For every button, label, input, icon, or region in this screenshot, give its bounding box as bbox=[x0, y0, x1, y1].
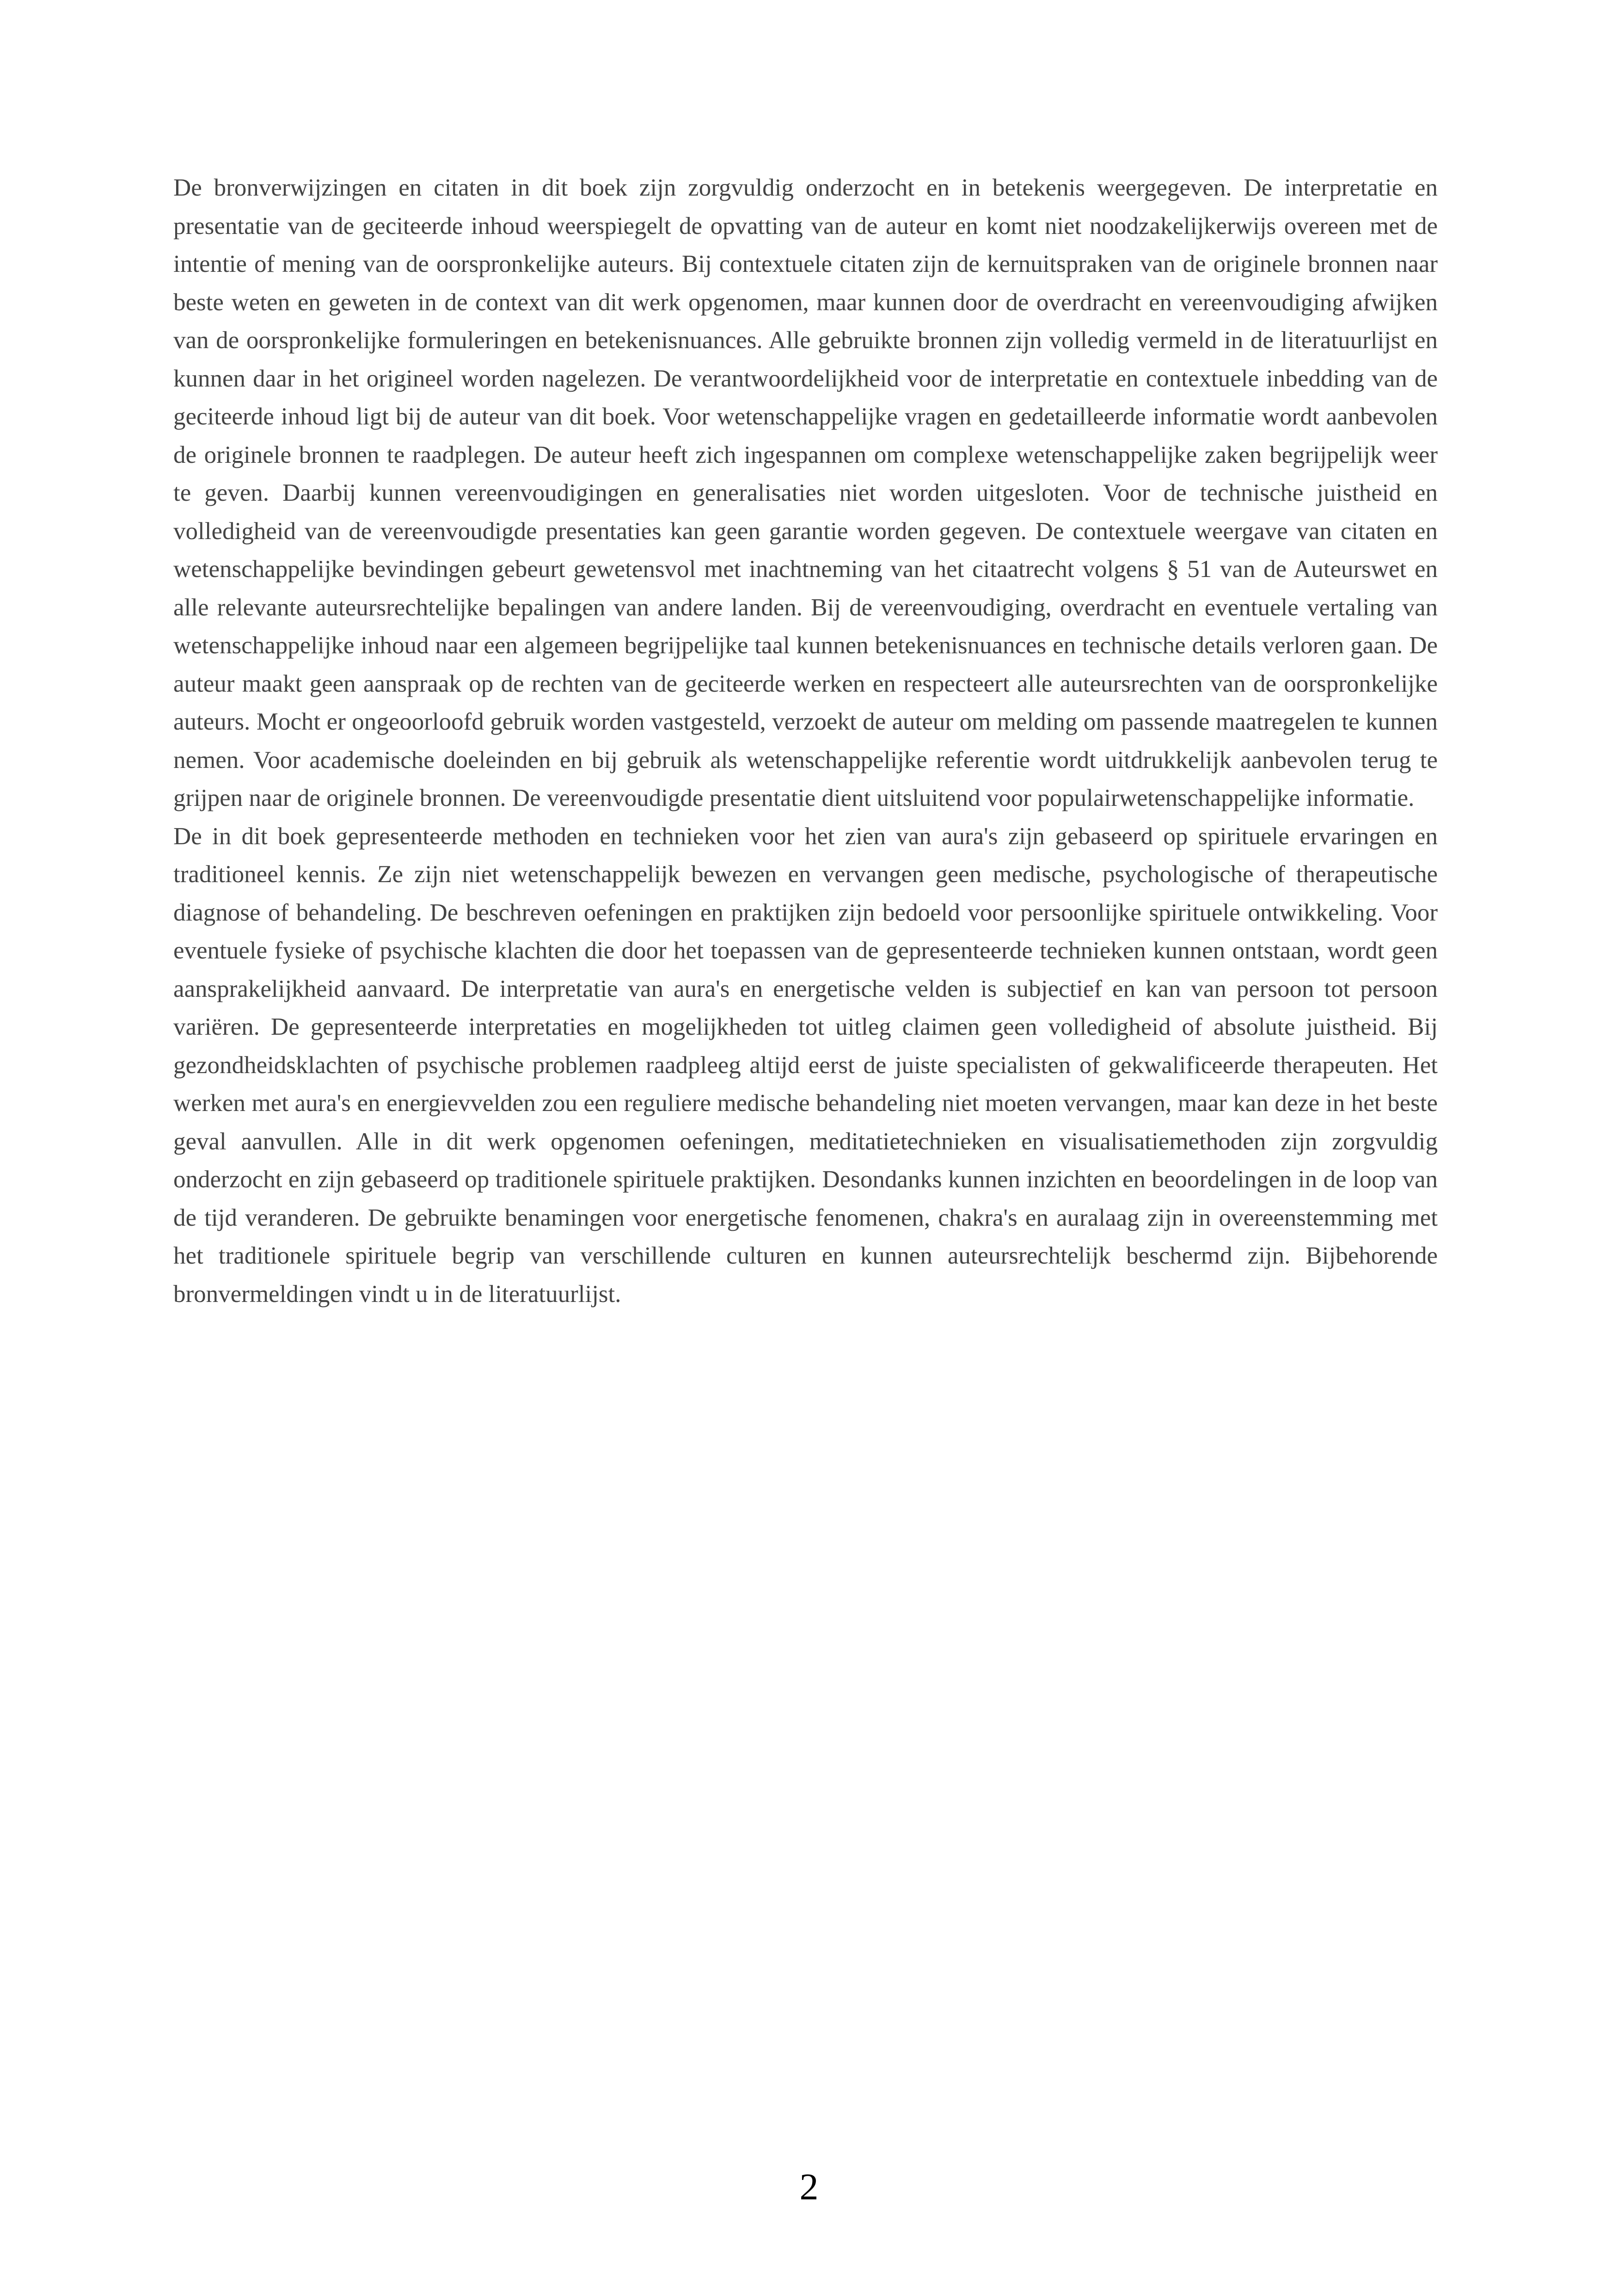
paragraph-disclaimer-methods: De in dit boek gepresenteerde methoden en technieken voor het zien van aura's zijn gebaseerd op spirituele ervaringen en traditioneel kennis. Ze zijn niet wetenschappelijk bewezen en vervangen geen medische, psychologische of therapeutische diagnose of behandeling. De beschreven oefeningen en praktijken zijn bedoeld voor persoonlijke spirituele ontwikkeling. Voor eventuele fysieke of psychische klachten die door het toepassen van de gepresenteerde technieken kunnen ontstaan, wordt geen aansprakelijkheid aanvaard. De interpretatie van aura's en energetische velden is subjectief en kan van persoon tot persoon variëren. De gepresenteerde interpretaties en mogelijkheden tot uitleg claimen geen volledigheid of absolute juistheid. Bij gezondheidsklachten of psychische problemen raadpleeg altijd eerst de juiste specialisten of gekwalificeerde therapeuten. Het werken met aura's en energievvelden zou een reguliere medische behandeling niet moeten vervangen, maar kan deze in het beste geval aanvullen. Alle in dit werk opgenomen oefeningen, meditatietechnieken en visualisatiemethoden zijn zorgvuldig onderzocht en zijn gebaseerd op traditionele spirituele praktijken. Desondanks kunnen inzichten en beoordelingen in de loop van de tijd veranderen. De gebruikte benamingen voor energetische fenomenen, chakra's en auralaag zijn in overeenstemming met het traditionele spirituele begrip van verschillende culturen en kunnen auteursrechtelijk beschermd zijn. Bijbehorende bronvermeldingen vindt u in de literatuurlijst. bbox=[173, 823, 1438, 1308]
paragraph-disclaimer-citations: De bronverwijzingen en citaten in dit boek zijn zorgvuldig onderzocht en in betekenis weergegeven. De interpretatie en presentatie van de geciteerde inhoud weerspiegelt de opvatting van de auteur en komt niet noodzakelijkerwijs overeen met de intentie of mening van de oorspronkelijke auteurs. Bij contextuele citaten zijn de kernuitspraken van de originele bronnen naar beste weten en geweten in de context van dit werk opgenomen, maar kunnen door de overdracht en vereenvoudiging afwijken van de oorspronkelijke formuleringen en betekenisnuances. Alle gebruikte bronnen zijn volledig vermeld in de literatuurlijst en kunnen daar in het origineel worden nagelezen. De verantwoordelijkheid voor de interpretatie en contextuele inbedding van de geciteerde inhoud ligt bij de auteur van dit boek. Voor wetenschappelijke vragen en gedetailleerde informatie wordt aanbevolen de originele bronnen te raadplegen. De auteur heeft zich ingespannen om complexe wetenschappelijke zaken begrijpelijk weer te geven. Daarbij kunnen vereenvoudigingen en generalisaties niet worden uitgesloten. Voor de technische juistheid en volledigheid van de vereenvoudigde presentaties kan geen garantie worden gegeven. De contextuele weergave van citaten en wetenschappelijke bevindingen gebeurt gewetensvol met inachtneming van het citaatrecht volgens § 51 van de Auteurswet en alle relevante auteursrechtelijke bepalingen van andere landen. Bij de vereenvoudiging, overdracht en eventuele vertaling van wetenschappelijke inhoud naar een algemeen begrijpelijke taal kunnen betekenisnuances en technische details verloren gaan. De auteur maakt geen aanspraak op de rechten van de geciteerde werken en respecteert alle auteursrechten van de oorspronkelijke auteurs. Mocht er ongeoorloofd gebruik worden vastgesteld, verzoekt de auteur om melding om passende maatregelen te kunnen nemen. Voor academische doeleinden en bij gebruik als wetenschappelijke referentie wordt uitdrukkelijk aanbevolen terug te grijpen naar de originele bronnen. De vereenvoudigde presentatie dient uitsluitend voor populairwetenschappelijke informatie. bbox=[173, 174, 1438, 811]
body-text bbox=[173, 169, 1438, 1313]
page-number: 2 bbox=[799, 2166, 819, 2208]
